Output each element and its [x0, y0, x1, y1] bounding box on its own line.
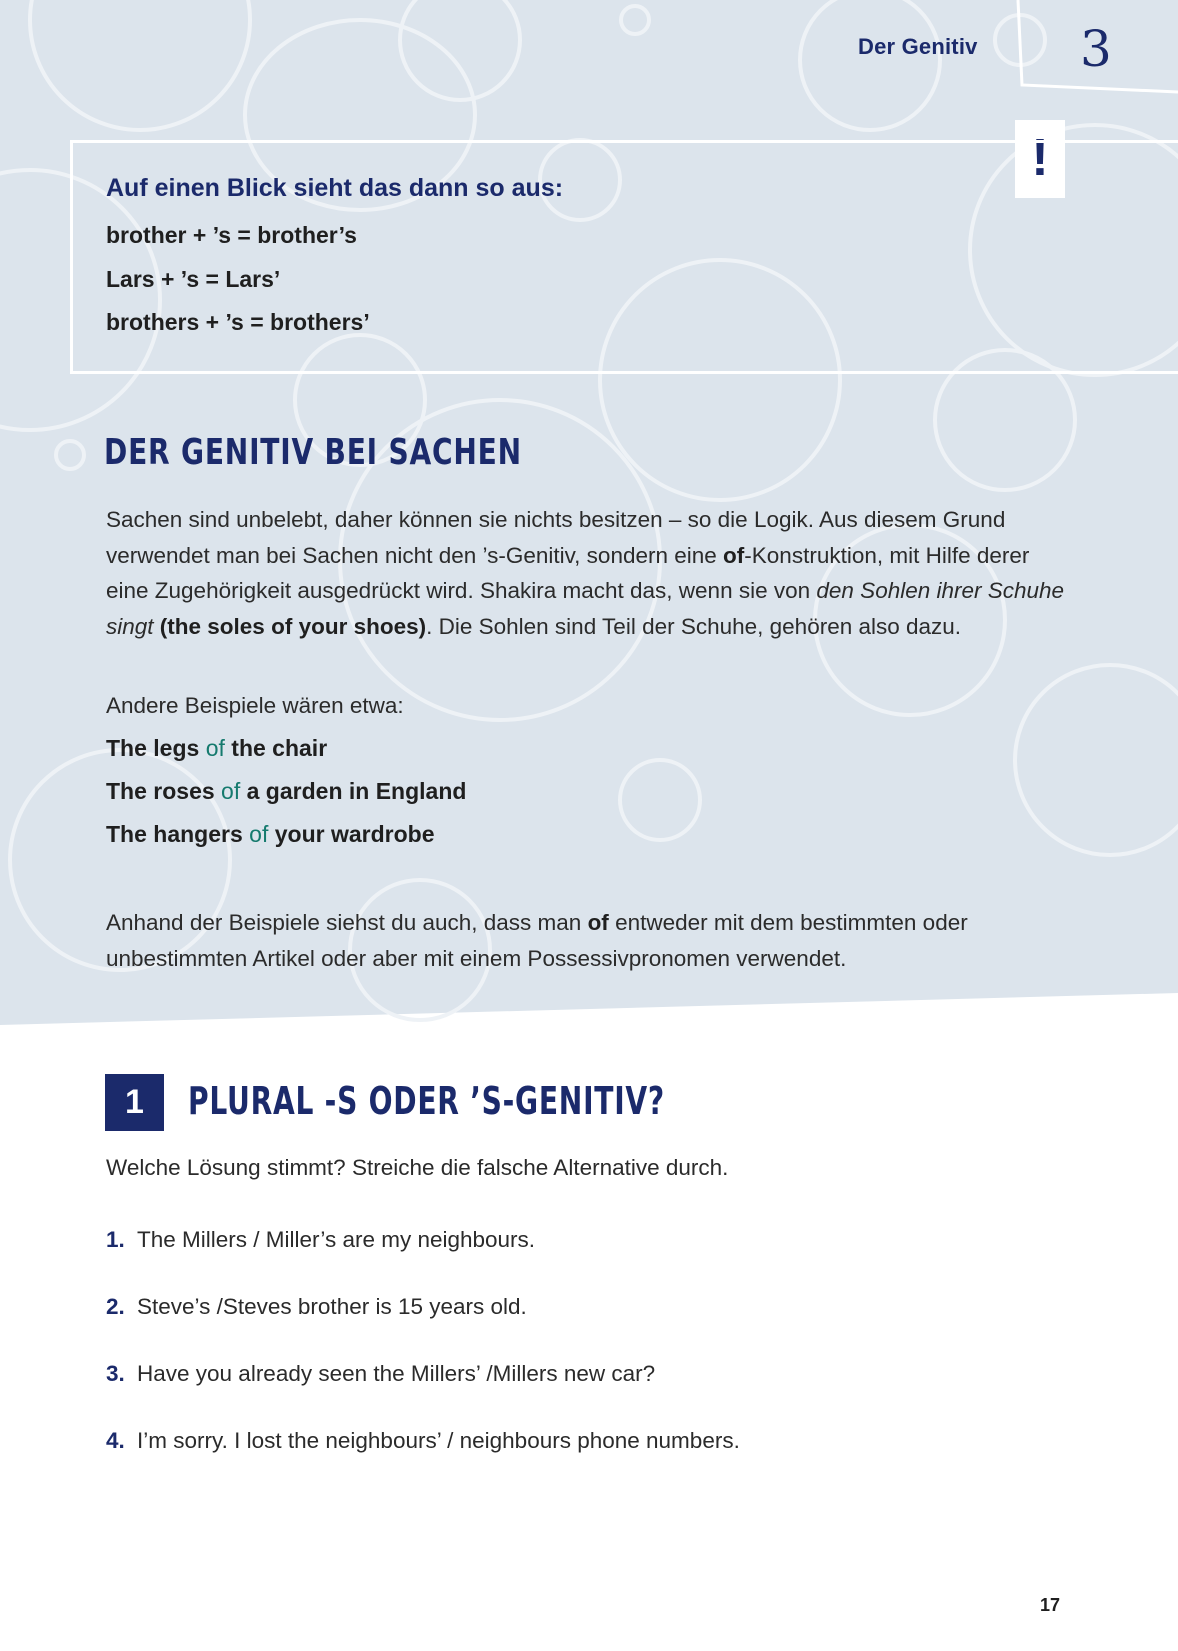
- keyword-of: of: [249, 821, 269, 847]
- text-run: Sachen sind unbelebt, daher können sie nichts besitzen – so die Logik. Aus diesem Grund verwendet man bei Sachen nicht den ’s-Genitiv, sondern eine: [106, 507, 1006, 568]
- keyword-of: of: [723, 542, 745, 568]
- exercise-item: [106, 1227, 535, 1253]
- example-text: a garden in England: [240, 778, 467, 804]
- item-text: Have you already seen the Millers’ /Millers new car?: [137, 1361, 656, 1386]
- exercise-item: [106, 1361, 655, 1387]
- exercise-number-badge: 1: [105, 1074, 164, 1131]
- item-number: 2.: [106, 1294, 125, 1319]
- example-text: your wardrobe: [268, 821, 435, 847]
- exercise-instruction: Welche Lösung stimmt? Streiche die falsche Alternative durch.: [106, 1155, 729, 1180]
- bold-phrase: (the soles: [153, 613, 272, 639]
- text-run: . Die Sohlen sind Teil der Schuhe, gehören also dazu.: [426, 613, 962, 639]
- examples-intro: Andere Beispiele wären etwa:: [106, 693, 404, 718]
- keyword-of: of: [221, 778, 241, 804]
- keyword-of: of: [271, 613, 293, 639]
- paragraph-explanation: [106, 502, 1066, 644]
- item-text: The Millers / Miller’s are my neighbours.: [137, 1227, 536, 1252]
- item-text: I’m sorry. I lost the neighbours’ / neighbours phone numbers.: [137, 1428, 740, 1453]
- text-run: entweder mit dem bestimmten oder unbestimmten Artikel oder aber mit einem Possessivpronomen verwendet.: [106, 910, 968, 971]
- chapter-number: 3: [1080, 20, 1112, 78]
- keyword-of: of: [205, 735, 225, 761]
- example-text: The roses: [106, 778, 222, 804]
- exercise-title: PLURAL -S ODER ’S-GENITIV?: [188, 1079, 665, 1123]
- info-box-heading: Auf einen Blick sieht das dann so aus:: [106, 174, 564, 202]
- example-line: [106, 821, 435, 848]
- item-number: 3.: [106, 1361, 125, 1386]
- exercise-item: [106, 1294, 527, 1320]
- formula-line: Lars + ’s = Lars’: [106, 266, 281, 292]
- item-text: Steve’s /Steves brother is 15 years old.: [137, 1294, 527, 1319]
- italic-phrase: den Sohlen ihrer Schuhe singt: [106, 578, 1065, 639]
- example-text: The hangers: [106, 821, 250, 847]
- example-text: the chair: [224, 735, 328, 761]
- exclamation-icon: !: [1015, 120, 1065, 198]
- formula-line: brothers + ’s = brothers’: [106, 309, 370, 335]
- example-line: [106, 778, 466, 805]
- keyword-of: of: [587, 910, 609, 935]
- example-line: [106, 735, 327, 762]
- text-run: Anhand der Beispiele siehst du auch, dass man: [106, 910, 588, 935]
- paragraph-conclusion: [106, 905, 1066, 976]
- chapter-title: Der Genitiv: [858, 34, 978, 59]
- item-number: 4.: [106, 1428, 125, 1453]
- page-number: 17: [1040, 1595, 1061, 1615]
- exercise-item: [106, 1428, 740, 1454]
- formula-line: brother + ’s = brother’s: [106, 222, 357, 248]
- example-text: The legs: [106, 735, 206, 761]
- item-number: 1.: [106, 1227, 125, 1252]
- bold-phrase: your shoes): [292, 613, 427, 639]
- text-run: -Konstruktion, mit Hilfe derer eine Zugehörigkeit ausgedrückt wird. Shakira macht das, wenn sie von: [106, 542, 1030, 603]
- section-title: DER GENITIV BEI SACHEN: [104, 432, 522, 473]
